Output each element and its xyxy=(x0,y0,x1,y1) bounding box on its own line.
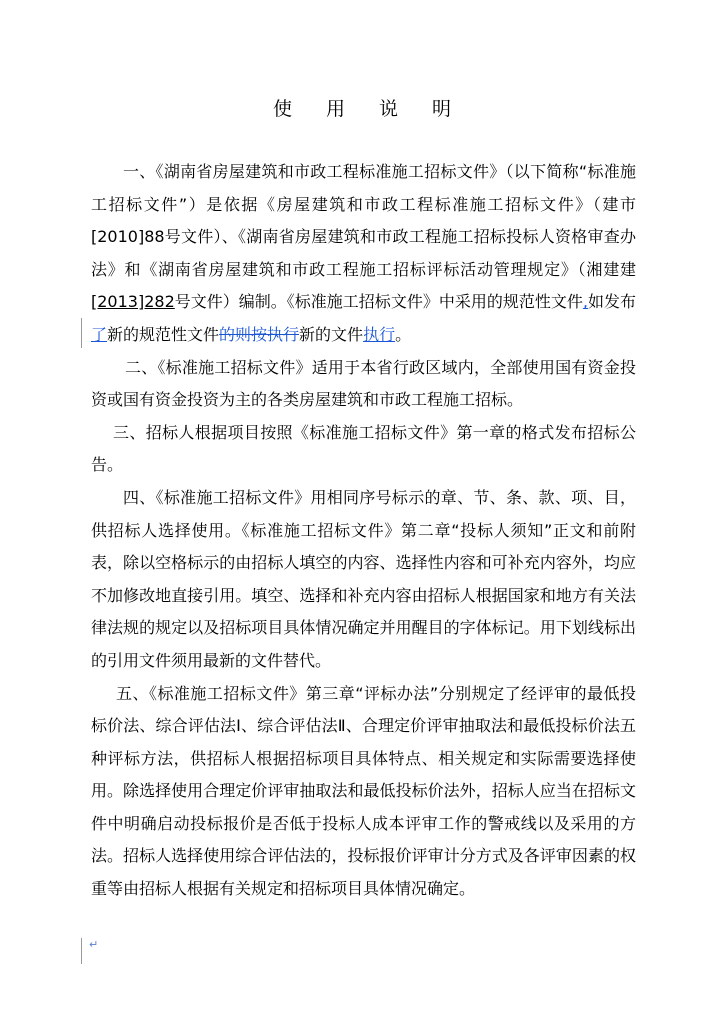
document-title: 使 用 说 明 xyxy=(272,98,466,120)
doc-number-underlined: [2013]282 xyxy=(91,292,175,312)
document-body xyxy=(91,156,636,906)
inserted-zhixing: 执行 xyxy=(363,324,396,344)
change-bar-end xyxy=(81,938,82,964)
inserted-comma: , xyxy=(582,292,588,312)
paragraph-mark-icon: ↵ xyxy=(89,938,99,951)
deleted-text: 的则按执行 xyxy=(219,324,300,344)
paragraph-1-text-e: 新的文件 xyxy=(299,324,364,344)
paragraph-1-text-f: 。 xyxy=(395,324,412,344)
paragraph-3: 三、招标人根据项目按照《标准施工招标文件》第一章的格式发布招标公告。 xyxy=(91,422,636,475)
paragraph-1-text-c: 如发布 xyxy=(587,292,636,312)
paragraph-5: 五、《标准施工招标文件》第三章“评标办法”分别规定了经评审的最低投标价法、综合评估法Ⅰ、综合评估法Ⅱ、合理定价评审抽取法和最低投标价法五种评标方法，供招标人根据招标项目具体特点、相关规定和实际需要选择使用。除选择使用合理定价评审抽取法和最低投标价法外，招标人应当在招标文件中明确启动投标报价是否低于投标人成本评审工作的警戒线以及采用的方法。招标人选择使用综合评估法的，投标报价评审计分方式及各评审因素的权重等由招标人根据有关规定和招标项目具体情况确定。 xyxy=(91,683,636,899)
change-bar-revision xyxy=(81,318,82,348)
paragraph-4: 四、《标准施工招标文件》用相同序号标示的章、节、条、款、项、目，供招标人选择使用。《标准施工招标文件》第二章“投标人须知”正文和前附表，除以空格标示的由招标人填空的内容、选择性内容和可补充内容外，均应不加修改地直接引用。填空、选择和补充内容由招标人根据国家和地方有关法律法规的规定以及招标项目具体情况确定并用醒目的字体标记。用下划线标出的引用文件须用最新的文件替代。 xyxy=(91,487,636,670)
paragraph-1 xyxy=(91,156,636,352)
inserted-le: 了 xyxy=(91,324,108,344)
paragraph-1-text-d: 新的规范性文件 xyxy=(107,324,220,344)
paragraph-1-text-b: 号文件）编制。《标准施工招标文件》中采用的规范性文件 xyxy=(174,292,583,312)
paragraph-1-text-a: 一、《湖南省房屋建筑和市政工程标准施工招标文件》（以下简称“标准施工招标文件”）是依据《房屋建筑和市政工程标准施工招标文件》（建市[2010]88号文件）、《湖南省房屋建筑和市政工程施工招标投标人资格审查办法》和《湖南省房屋建筑和市政工程施工招标评标活动管理规定》（湘建建 xyxy=(91,162,636,279)
paragraph-2: 二、《标准施工招标文件》适用于本省行政区域内，全部使用国有资金投资或国有资金投资为主的各类房屋建筑和市政工程施工招标。 xyxy=(91,357,636,410)
